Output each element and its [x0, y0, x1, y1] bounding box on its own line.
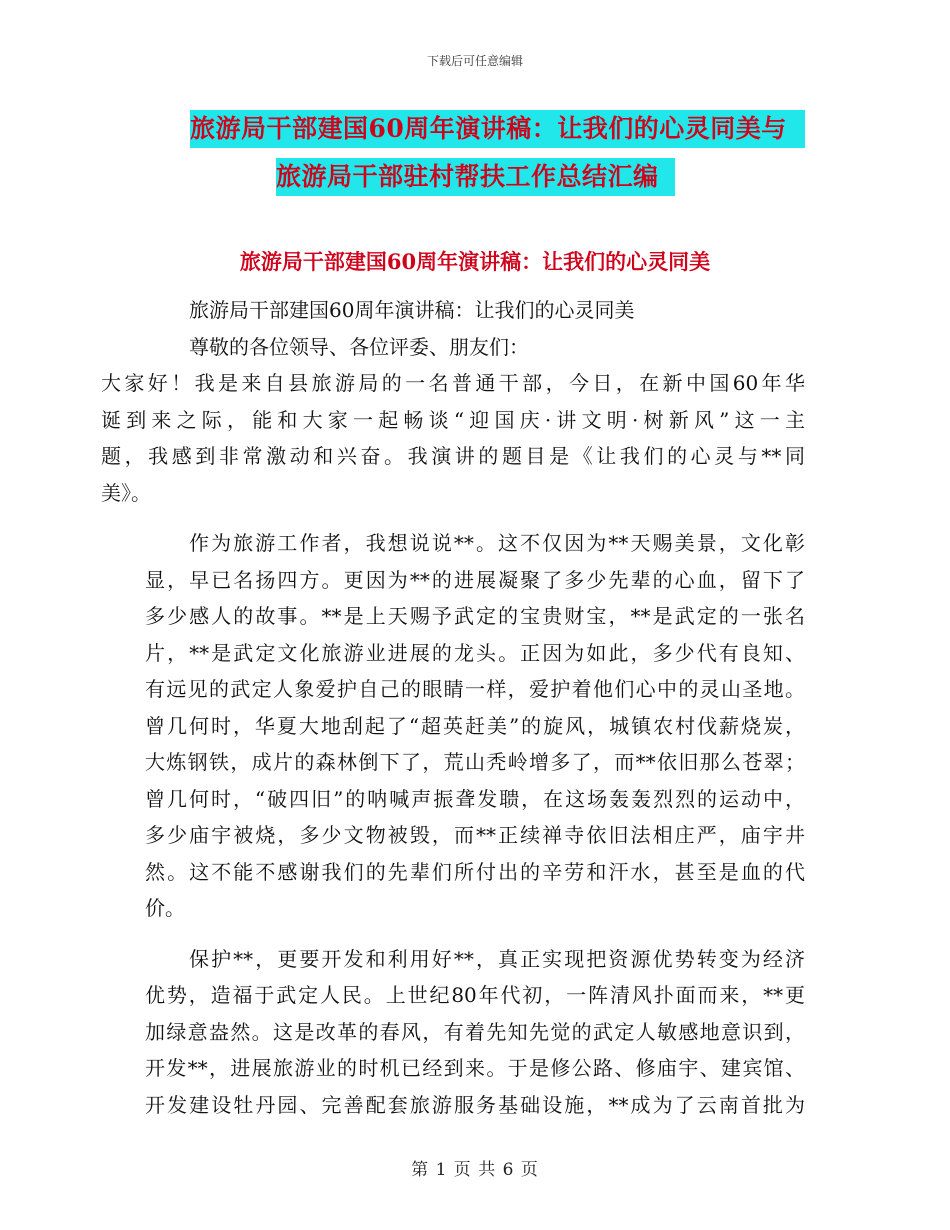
section-title: 旅游局干部建国60周年演讲稿：让我们的心灵同美: [239, 249, 711, 274]
paragraph-line: 开发**，进展旅游业的时机已经到来。于是修公路、修庙宇、建宾馆、: [145, 1056, 805, 1080]
paragraph-line: 题，我感到非常激动和兴奋。我演讲的题目是《让我们的心灵与**同: [101, 444, 805, 468]
paragraph-line: 加绿意盎然。这是改革的春风，有着先知先觉的武定人敏感地意识到，: [145, 1019, 805, 1044]
paragraph-line: 尊敬的各位领导、各位评委、朋友们：: [189, 334, 529, 359]
paragraph-line: 大炼钢铁，成片的森林倒下了，荒山秃岭增多了，而**依旧那么苍翠；: [145, 750, 805, 774]
paragraph-line: 片，**是武定文化旅游业进展的龙头。正因为如此，多少代有良知、: [145, 640, 805, 665]
paragraph-line: 美》。: [101, 480, 151, 505]
paragraph-line: 大家好！我是来自县旅游局的一名普通干部，今日，在新中国60年华: [101, 371, 805, 395]
paragraph-line: 作为旅游工作者，我想说说**。这不仅因为**天赐美景，文化彰: [189, 531, 805, 555]
body-text: [101, 292, 805, 1123]
paragraph-line: 有远见的武定人象爱护自己的眼睛一样，爱护着他们心中的灵山圣地。: [145, 677, 805, 701]
paragraph-line: 优势，造福于武定人民。上世纪80年代初，一阵清风扑面而来，**更: [145, 983, 805, 1007]
title-line-2: 旅游局干部驻村帮扶工作总结汇编: [276, 158, 675, 196]
paragraph-line: 多少感人的故事。**是上天赐予武定的宝贵财宝，**是武定的一张名: [145, 604, 805, 628]
paragraph-line: 开发建设牡丹园、完善配套旅游服务基础设施，**成为了云南首批为: [145, 1092, 805, 1117]
title-line-1: 旅游局干部建国60周年演讲稿：让我们的心灵同美与: [190, 110, 805, 148]
paragraph-line: 然。这不能不感谢我们的先辈们所付出的辛劳和汗水，甚至是血的代: [145, 859, 805, 884]
paragraph-line: 曾几何时，华夏大地刮起了“超英赶美”的旋风，城镇农村伐薪烧炭，: [145, 713, 805, 738]
paragraph-line: 显，早已名扬四方。更因为**的进展凝聚了多少先辈的心血，留下了: [145, 567, 805, 592]
paragraph-line: 诞到来之际，能和大家一起畅谈“迎国庆·讲文明·树新风”这一主: [101, 407, 805, 432]
paragraph-line: 旅游局干部建国60周年演讲稿：让我们的心灵同美: [189, 298, 635, 322]
paragraph-line: 多少庙宇被烧，多少文物被毁，而**正续禅寺依旧法相庄严，庙宇井: [145, 823, 805, 847]
paragraph-line: 曾几何时，“破四旧”的呐喊声振聋发聩，在这场轰轰烈烈的运动中，: [145, 786, 805, 811]
paragraph-line: 保护**，更要开发和利用好**，真正实现把资源优势转变为经济: [189, 946, 805, 971]
page-number: 第 1 页 共 6 页: [411, 1160, 539, 1180]
header-note: 下载后可任意编辑: [426, 54, 523, 68]
paragraph-line: 价。: [145, 896, 185, 920]
